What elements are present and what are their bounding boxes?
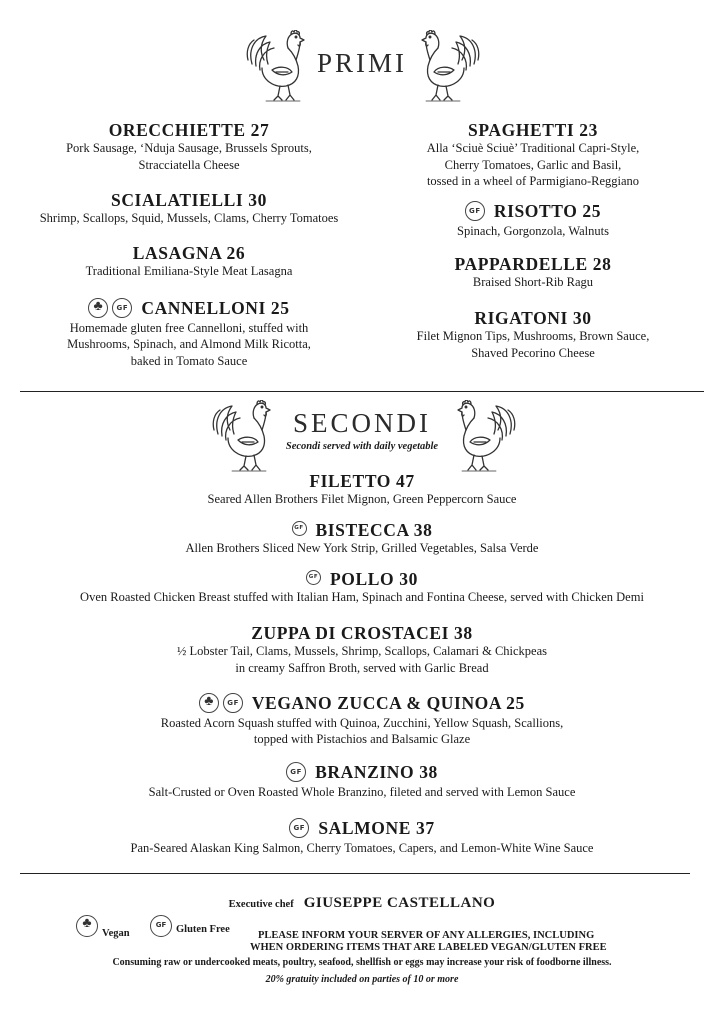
- dish-desc-line: Salt-Crusted or Oven Roasted Whole Branzino, fileted and served with Lemon Sauce: [148, 784, 576, 799]
- allergy-notice-line-2: WHEN ORDERING ITEMS THAT ARE LABELED VEGAN/GLUTEN FREE: [250, 942, 607, 953]
- dish-desc-line: Roasted Acorn Squash stuffed with Quinoa, Zucchini, Yellow Squash, Scallions,: [160, 715, 564, 730]
- dish-name: FILETTO 47: [309, 471, 415, 491]
- dish-scialatielli: [0, 190, 378, 227]
- dish-cannelloni: [0, 298, 378, 369]
- vegan-icon: [199, 693, 219, 713]
- dish-desc-line: Spinach, Gorgonzola, Walnuts: [457, 223, 609, 238]
- dish-lasagna: [0, 243, 378, 280]
- legend-vegan-label: Vegan: [102, 928, 130, 940]
- dish-name-row: [0, 569, 724, 589]
- gluten-free-icon: [465, 201, 485, 221]
- gluten-free-icon: [292, 521, 307, 536]
- rooster-left-primi: [244, 30, 306, 102]
- gluten-free-icon: [223, 693, 243, 713]
- dish-desc-line: baked in Tomato Sauce: [130, 353, 248, 368]
- gluten-free-icon: [112, 298, 132, 318]
- dish-pollo: [0, 569, 724, 606]
- dish-desc-line: Seared Allen Brothers Filet Mignon, Green Peppercorn Sauce: [207, 492, 517, 506]
- primi-title: PRIMI: [316, 48, 407, 78]
- dish-name: SALMONE 37: [318, 818, 435, 838]
- dish-desc-line: Oven Roasted Chicken Breast stuffed with Italian Ham, Spinach and Fontina Cheese, served with Chicken Demi: [80, 590, 644, 604]
- legend-gf-label: Gluten Free: [176, 924, 230, 936]
- dish-desc-line: Homemade gluten free Cannelloni, stuffed with: [69, 320, 309, 335]
- gluten-free-icon: [150, 915, 172, 937]
- dish-risotto: [378, 201, 688, 239]
- dish-name-row: [0, 818, 724, 840]
- chef-name: GIUSEPPE CASTELLANO: [303, 895, 496, 911]
- dish-name: VEGANO ZUCCA & QUINOA 25: [251, 693, 525, 713]
- dish-desc-line: Braised Short-Rib Ragu: [472, 275, 594, 289]
- dish-name-row: [378, 201, 688, 223]
- dish-zuppa-di-crostacei: [0, 623, 724, 676]
- dish-name: RIGATONI 30: [474, 308, 592, 328]
- dish-bistecca: [0, 520, 724, 557]
- rooster-left-secondi: [210, 400, 272, 472]
- dish-name: ZUPPA DI CROSTACEI 38: [251, 623, 473, 643]
- vegan-icon: [76, 915, 98, 937]
- dish-rigatoni: [378, 308, 688, 361]
- section-divider: [20, 391, 704, 392]
- allergy-notice-line-1: PLEASE INFORM YOUR SERVER OF ANY ALLERGIES, INCLUDING: [258, 930, 595, 941]
- dish-name: RISOTTO 25: [493, 201, 602, 221]
- dish-orecchiette: [0, 120, 378, 173]
- dish-desc-line: Mushrooms, Spinach, and Almond Milk Ricotta,: [67, 337, 311, 352]
- dish-desc-line: Traditional Emiliana-Style Meat Lasagna: [85, 264, 293, 278]
- dish-name-row: [0, 693, 724, 715]
- legend-vegan: [76, 917, 130, 939]
- dish-name: SCIALATIELLI 30: [110, 190, 267, 210]
- gluten-free-icon: [289, 818, 309, 838]
- dish-name: BRANZINO 38: [315, 762, 438, 782]
- dish-desc-line: ½ Lobster Tail, Clams, Mussels, Shrimp, Scallops, Calamari & Chickpeas: [176, 644, 548, 658]
- dish-desc-line: Filet Mignon Tips, Mushrooms, Brown Sauce,: [416, 329, 650, 343]
- dish-pappardelle: [378, 254, 688, 291]
- dish-name-row: [0, 520, 724, 540]
- legend-gluten-free: [150, 917, 230, 939]
- dish-desc-line: Alla ‘Sciuè Sciuè’ Traditional Capri-Style,: [426, 141, 640, 155]
- dish-desc-line: Pork Sausage, ‘Nduja Sausage, Brussels Sprouts,: [66, 141, 312, 155]
- dish-spaghetti: [378, 120, 688, 190]
- rooster-right-primi: [420, 30, 482, 102]
- executive-chef-line: [0, 894, 724, 912]
- dish-desc-line: in creamy Saffron Broth, served with Garlic Bread: [235, 660, 489, 675]
- dish-name: POLLO 30: [330, 569, 418, 589]
- dish-name: SPAGHETTI 23: [468, 120, 598, 140]
- secondi-title: SECONDI: [292, 408, 431, 438]
- dish-desc-line: topped with Pistachios and Balsamic Glaze: [253, 732, 471, 747]
- dish-desc-line: Stracciatella Cheese: [138, 157, 240, 172]
- dish-salmone: [0, 818, 724, 856]
- gratuity-notice: 20% gratuity included on parties of 10 or more: [265, 974, 459, 985]
- dish-name: BISTECCA 38: [315, 520, 433, 540]
- dish-branzino: [0, 762, 724, 800]
- dish-desc-line: Shaved Pecorino Cheese: [471, 345, 595, 360]
- dish-desc-line: Shrimp, Scallops, Squid, Mussels, Clams, Cherry Tomatoes: [39, 211, 339, 225]
- footer-divider: [20, 873, 690, 874]
- dish-filetto: [0, 471, 724, 508]
- gluten-free-icon: [306, 570, 321, 585]
- dish-name: CANNELLONI 25: [141, 298, 290, 318]
- dish-name: PAPPARDELLE 28: [454, 254, 612, 274]
- dish-vegano-zucca-quinoa: [0, 693, 724, 748]
- dish-desc-line: Allen Brothers Sliced New York Strip, Grilled Vegetables, Salsa Verde: [185, 541, 539, 555]
- rooster-right-secondi: [456, 400, 518, 472]
- dish-name-row: [0, 762, 724, 784]
- secondi-subtitle: Secondi served with daily vegetable: [285, 441, 439, 452]
- dish-desc-line: Cherry Tomatoes, Garlic and Basil,: [444, 157, 622, 172]
- gluten-free-icon: [286, 762, 306, 782]
- vegan-icon: [88, 298, 108, 318]
- dish-desc-line: Pan-Seared Alaskan King Salmon, Cherry Tomatoes, Capers, and Lemon-White Wine Sauce: [130, 840, 594, 855]
- dish-desc-line: tossed in a wheel of Parmigiano-Reggiano: [426, 174, 640, 188]
- chef-label: Executive chef: [228, 899, 294, 910]
- dish-name-row: [0, 298, 378, 320]
- dish-name: LASAGNA 26: [132, 243, 246, 263]
- dish-name: ORECCHIETTE 27: [108, 120, 270, 140]
- raw-food-warning: Consuming raw or undercooked meats, poultry, seafood, shellfish or eggs may increase your risk of foodborne illness.: [112, 957, 612, 968]
